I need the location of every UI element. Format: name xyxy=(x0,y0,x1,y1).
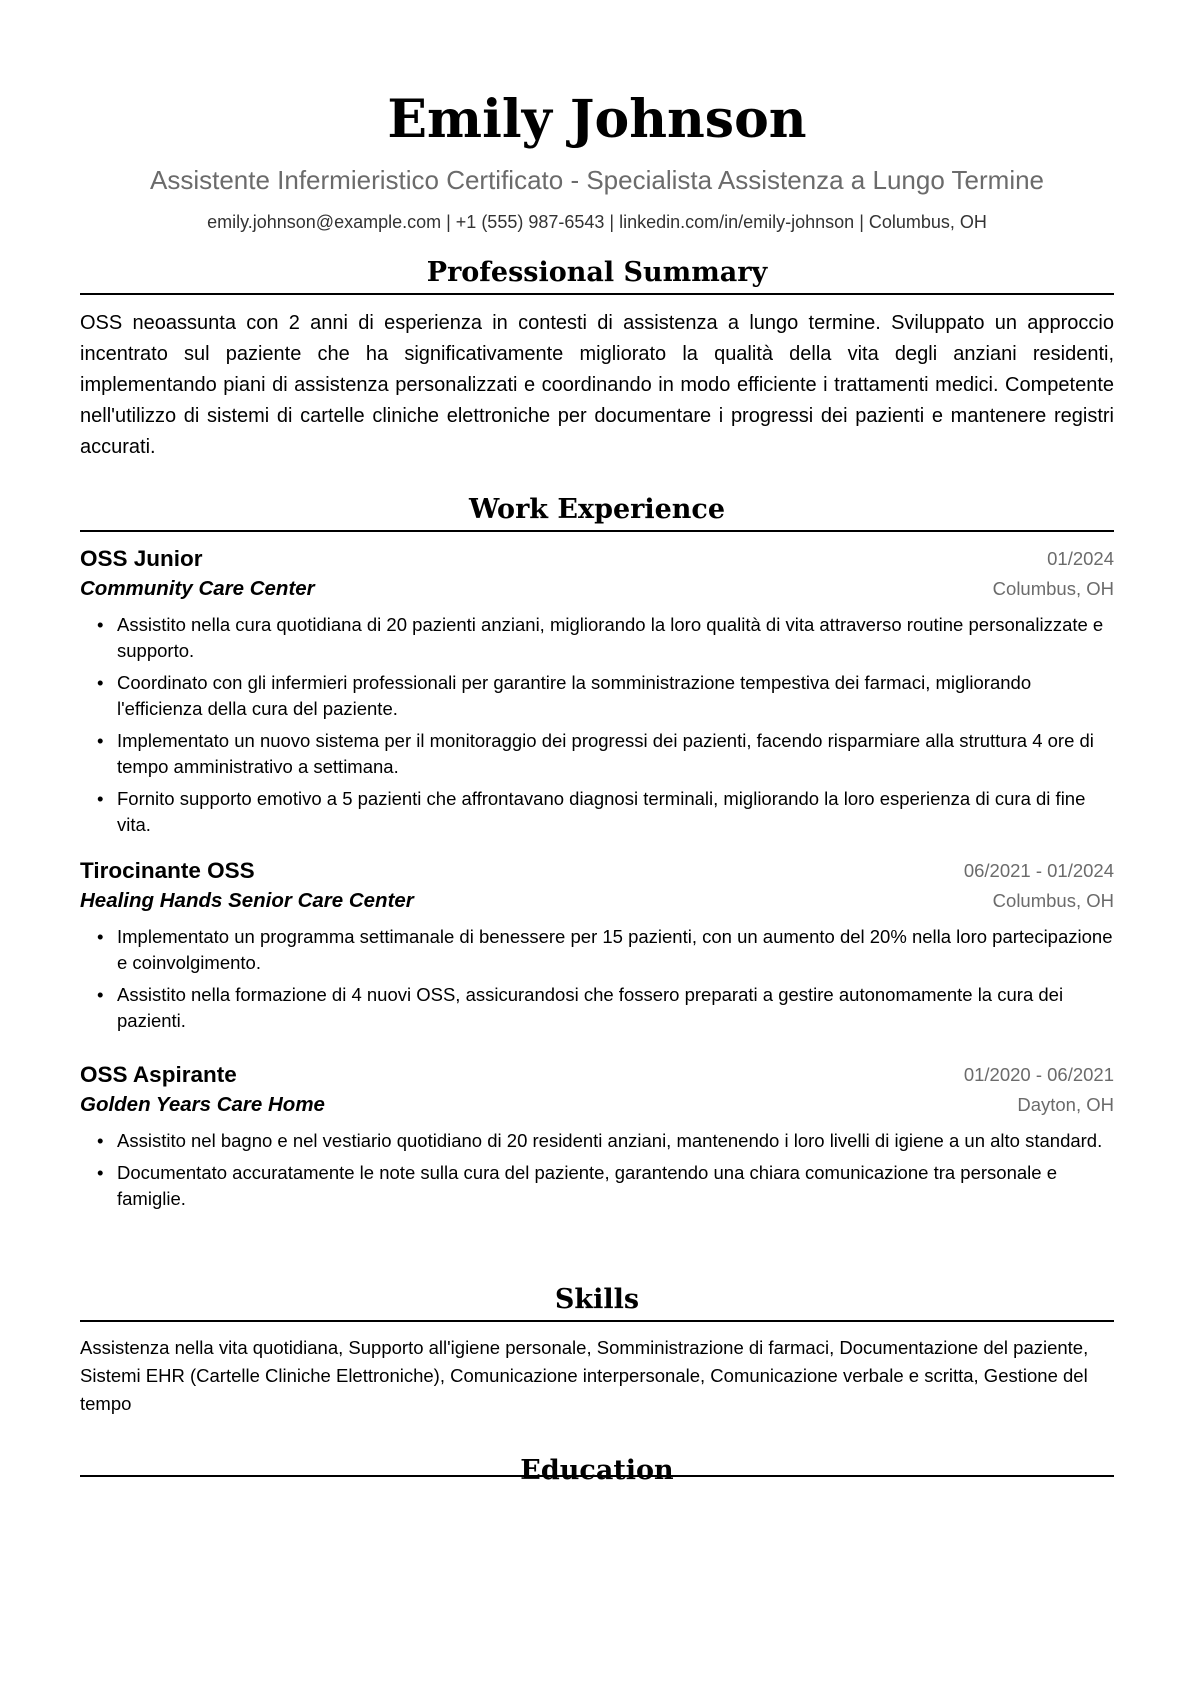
summary-heading: Professional Summary xyxy=(426,257,768,288)
summary-divider xyxy=(80,293,1114,295)
education-heading: Education xyxy=(520,1455,674,1486)
candidate-subtitle: Assistente Infermieristico Certificato - Specialista Assistenza a Lungo Termine xyxy=(149,165,1045,195)
job-bullet: • Implementato un programma settimanale di benessere per 15 pazienti, con un aumento del 20% nella loro partecipazione e coinvolgimento. xyxy=(80,924,1114,976)
job-date: 01/2024 xyxy=(1047,548,1114,569)
skills-divider xyxy=(80,1320,1114,1322)
job-bullet: • Assistito nella cura quotidiana di 20 pazienti anziani, migliorando la loro qualità di vita attraverso routine personalizzate e supporto. xyxy=(80,612,1114,664)
job-location: Columbus, OH xyxy=(992,578,1114,599)
job-bullet: • Assistito nella formazione di 4 nuovi OSS, assicurandosi che fossero preparati a gestire autonomamente la cura dei pazienti. xyxy=(80,982,1114,1034)
skills-heading: Skills xyxy=(554,1284,640,1315)
job-bullet: • Implementato un nuovo sistema per il monitoraggio dei progressi dei pazienti, facendo risparmiare alla struttura 4 ore di tempo amministrativo a settimana. xyxy=(80,728,1114,780)
contact-line: emily.johnson@example.com | +1 (555) 987-6543 | linkedin.com/in/emily-johnson | Columbus, OH xyxy=(207,212,987,232)
job-bullet: • Assistito nel bagno e nel vestiario quotidiano di 20 residenti anziani, mantenendo i loro livelli di igiene a un alto standard. xyxy=(80,1128,1114,1154)
job-company: Healing Hands Senior Care Center xyxy=(80,889,414,912)
skills-text: Assistenza nella vita quotidiana, Supporto all'igiene personale, Somministrazione di farmaci, Documentazione del paziente, Sistemi EHR (Cartelle Cliniche Elettroniche), Comunicazione interpersonale, Comunicazione verbale e scritta, Gestione del tempo xyxy=(80,1337,1089,1414)
job-bullet: • Coordinato con gli infermieri professionali per garantire la somministrazione tempestiva dei farmaci, migliorando l'efficienza della cura del paziente. xyxy=(80,670,1114,722)
experience-heading: Work Experience xyxy=(468,494,726,525)
candidate-name: Emily Johnson xyxy=(387,89,807,150)
job-bullets xyxy=(80,924,1114,1040)
job-bullets xyxy=(80,612,1114,844)
job-date: 06/2021 - 01/2024 xyxy=(963,860,1114,881)
job-company: Community Care Center xyxy=(80,577,315,600)
experience-divider xyxy=(80,530,1114,532)
summary-text: OSS neoassunta con 2 anni di esperienza in contesti di assistenza a lungo termine. Sviluppato un approccio incentrato sul paziente che ha significativamente migliorato la qualità della vita degli anziani residenti, implementando piani di assistenza personalizzati e coordinando in modo efficiente i trattamenti medici. Competente nell'utilizzo di sistemi di cartelle cliniche elettroniche per documentare i progressi dei pazienti e mantenere registri accurati. xyxy=(80,312,1114,458)
job-bullets xyxy=(80,1128,1114,1218)
job-bullet: • Documentato accuratamente le note sulla cura del paziente, garantendo una chiara comunicazione tra personale e famiglie. xyxy=(80,1160,1114,1212)
job-location: Columbus, OH xyxy=(992,890,1114,911)
job-title: OSS Aspirante xyxy=(80,1062,237,1087)
job-title: Tirocinante OSS xyxy=(80,858,255,883)
job-date: 01/2020 - 06/2021 xyxy=(963,1064,1114,1085)
job-location: Dayton, OH xyxy=(1017,1094,1114,1115)
job-bullet: • Fornito supporto emotivo a 5 pazienti che affrontavano diagnosi terminali, migliorando la loro esperienza di cura di fine vita. xyxy=(80,786,1114,838)
job-company: Golden Years Care Home xyxy=(80,1093,325,1116)
job-title: OSS Junior xyxy=(80,546,203,571)
